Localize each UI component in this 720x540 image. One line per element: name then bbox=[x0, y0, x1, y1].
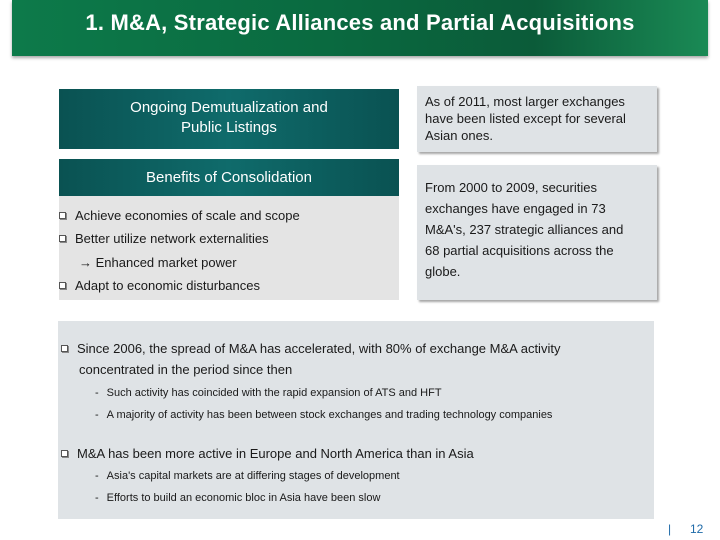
demutualization-line-1: Ongoing Demutualization and bbox=[130, 99, 328, 116]
summary-sub-text: Efforts to build an economic bloc in Asia have been slow bbox=[106, 492, 381, 504]
dash-bullet-icon: - bbox=[95, 409, 99, 421]
benefits-header-box bbox=[59, 159, 399, 196]
checkbox-bullet-icon bbox=[59, 282, 66, 289]
benefit-text: Adapt to economic disturbances bbox=[75, 278, 260, 293]
summary-sub-text: Asia's capital markets are at differing stages of development bbox=[106, 470, 400, 482]
summary-sub-item bbox=[95, 409, 552, 421]
checkbox-bullet-icon bbox=[59, 212, 66, 219]
callout-line: As of 2011, most larger exchanges bbox=[425, 94, 625, 109]
callout-line: exchanges have engaged in 73 bbox=[425, 201, 606, 216]
checkbox-bullet-icon bbox=[61, 450, 68, 457]
benefit-item bbox=[59, 231, 269, 246]
footer-separator: | bbox=[668, 522, 672, 536]
summary-sub-item bbox=[95, 470, 400, 482]
summary-bullet-continuation: concentrated in the period since then bbox=[79, 362, 293, 377]
title-bar bbox=[12, 0, 708, 56]
callout-line: From 2000 to 2009, securities bbox=[425, 180, 597, 195]
benefit-sub-text: → Enhanced market power bbox=[79, 255, 237, 270]
benefits-header-label: Benefits of Consolidation bbox=[146, 169, 312, 186]
summary-bullet bbox=[61, 341, 560, 356]
checkbox-bullet-icon bbox=[61, 345, 68, 352]
benefits-list bbox=[59, 196, 399, 300]
callout-line: have been listed except for several bbox=[425, 111, 626, 126]
summary-sub-item bbox=[95, 492, 380, 504]
demutualization-line-2: Public Listings bbox=[181, 119, 277, 136]
callout-line: M&A's, 237 strategic alliances and bbox=[425, 222, 624, 237]
checkbox-bullet-icon bbox=[59, 235, 66, 242]
summary-sub-text: Such activity has coincided with the rapid expansion of ATS and HFT bbox=[106, 387, 442, 399]
summary-panel bbox=[58, 321, 654, 519]
dash-bullet-icon: - bbox=[95, 470, 99, 482]
benefit-item bbox=[59, 208, 300, 223]
slide-title: 1. M&A, Strategic Alliances and Partial Acquisitions bbox=[85, 10, 635, 35]
listing-callout bbox=[417, 86, 657, 152]
activity-callout bbox=[417, 165, 657, 300]
benefit-item bbox=[59, 278, 260, 293]
summary-bullet-text: M&A has been more active in Europe and North America than in Asia bbox=[77, 446, 474, 461]
benefit-sub-item bbox=[79, 255, 237, 270]
benefit-text: Achieve economies of scale and scope bbox=[75, 208, 300, 223]
dash-bullet-icon: - bbox=[95, 387, 99, 399]
callout-line: globe. bbox=[425, 264, 461, 279]
callout-line: Asian ones. bbox=[425, 128, 493, 143]
summary-bullet bbox=[61, 446, 474, 461]
dash-bullet-icon: - bbox=[95, 492, 99, 504]
demutualization-box bbox=[59, 89, 399, 149]
benefit-text: Better utilize network externalities bbox=[75, 231, 269, 246]
callout-line: 68 partial acquisitions across the bbox=[425, 243, 614, 258]
page-number: 12 bbox=[690, 522, 704, 536]
summary-sub-item bbox=[95, 387, 442, 399]
summary-sub-text: A majority of activity has been between stock exchanges and trading technology companies bbox=[106, 409, 553, 421]
summary-bullet-text: Since 2006, the spread of M&A has accelerated, with 80% of exchange M&A activity bbox=[77, 341, 561, 356]
